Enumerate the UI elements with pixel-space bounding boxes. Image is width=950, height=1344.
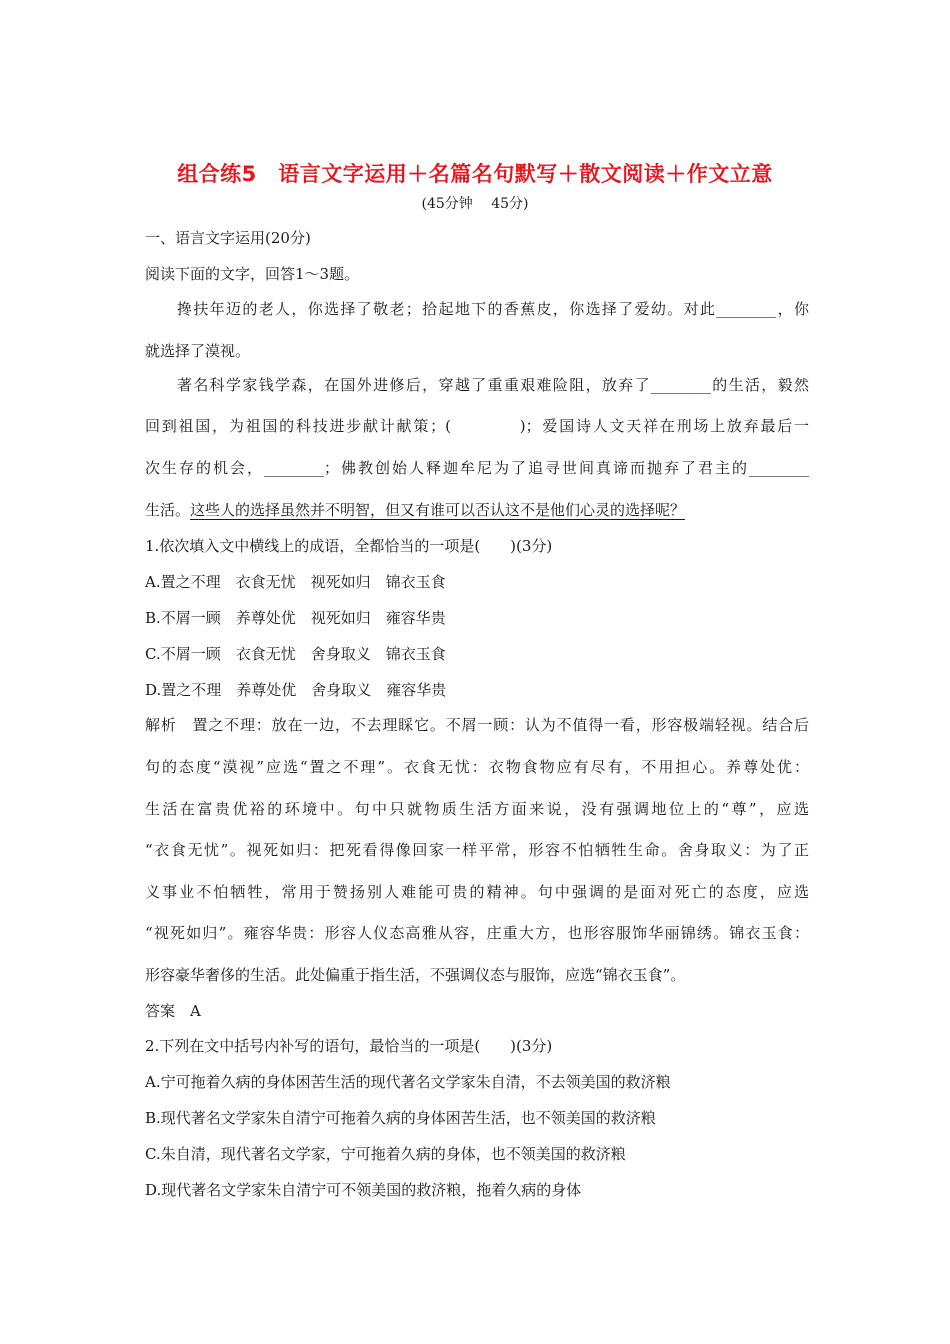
reading-instruction: 阅读下面的文字，回答1～3题。: [145, 265, 360, 283]
analysis-line: 形容豪华奢侈的生活。此处偏重于指生活，不强调仪态与服饰，应选“锦衣玉食”。: [145, 966, 686, 984]
question-1-option-d: D.置之不理 养尊处优 舍身取义 雍容华贵: [145, 681, 447, 699]
question-2-option-a: A.宁可拖着久病的身体困苦生活的现代著名文学家朱自清，不去领美国的救济粮: [145, 1073, 671, 1091]
passage-line: 搀扶年迈的老人，你选择了敬老；拾起地下的香蕉皮，你选择了爱幼。对此________，你: [177, 300, 809, 318]
passage-line: 著名科学家钱学森，在国外进修后，穿越了重重艰难险阻，放弃了________的生活，毅然: [177, 376, 809, 394]
analysis-line: “视死如归”。雍容华贵：形容人仪态高雅从容，庄重大方，也形容服饰华丽锦绣。锦衣玉食：: [145, 924, 809, 942]
passage-text: 生活。: [145, 501, 191, 519]
analysis-line: “衣食无忧”。视死如归：把死看得像回家一样平常，形容不怕牺牲生命。舍身取义：为了正: [145, 841, 809, 859]
passage-line-last: [145, 500, 809, 520]
question-1-option-a: A.置之不理 衣食无忧 视死如归 锦衣玉食: [145, 573, 446, 591]
analysis-line: 义事业不怕牺牲，常用于赞扬别人难能可贵的精神。句中强调的是面对死亡的态度，应选: [145, 883, 809, 901]
analysis-line: 生活在富贵优裕的环境中。句中只就物质生活方面来说，没有强调地位上的“尊”，应选: [145, 800, 809, 818]
question-2-option-d: D.现代著名文学家朱自清宁可不领美国的救济粮，拖着久病的身体: [145, 1181, 582, 1199]
analysis-line: 解析 置之不理：放在一边，不去理睬它。不屑一顾：认为不值得一看，形容极端轻视。结合后: [145, 716, 809, 734]
question-1-answer: 答案 A: [145, 1002, 201, 1020]
question-1-option-c: C.不屑一顾 衣食无忧 舍身取义 锦衣玉食: [145, 645, 446, 663]
passage-line: 次生存的机会，________；佛教创始人释迦牟尼为了追寻世间真谛而抛弃了君主的________: [145, 459, 809, 477]
question-2-option-c: C.朱自清，现代著名文学家，宁可拖着久病的身体，也不领美国的救济粮: [145, 1145, 626, 1163]
passage-line: 回到祖国，为祖国的科技进步献计献策；( )；爱国诗人文天祥在刑场上放弃最后一: [145, 417, 809, 435]
section-heading: 一、语言文字运用(20分): [145, 229, 311, 247]
analysis-line: 句的态度“漠视”应选“置之不理”。衣食无忧：衣物食物应有尽有，不用担心。养尊处优：: [145, 758, 809, 776]
question-2-option-b: B.现代著名文学家朱自清宁可拖着久病的身体困苦生活，也不领美国的救济粮: [145, 1109, 656, 1127]
passage-line: 就选择了漠视。: [145, 342, 251, 360]
question-2-stem: 2.下列在文中括号内补写的语句，最恰当的一项是( )(3分): [145, 1037, 553, 1055]
time-score-subtitle: (45分钟 45分): [421, 196, 529, 212]
underlined-sentence: 这些人的选择虽然并不明智，但又有谁可以否认这不是他们心灵的选择呢？: [190, 501, 686, 519]
page-title: 组合练5 语言文字运用＋名篇名句默写＋散文阅读＋作文立意: [177, 162, 773, 186]
question-1-stem: 1.依次填入文中横线上的成语，全都恰当的一项是( )(3分): [145, 537, 553, 555]
question-1-option-b: B.不屑一顾 养尊处优 视死如归 雍容华贵: [145, 609, 446, 627]
